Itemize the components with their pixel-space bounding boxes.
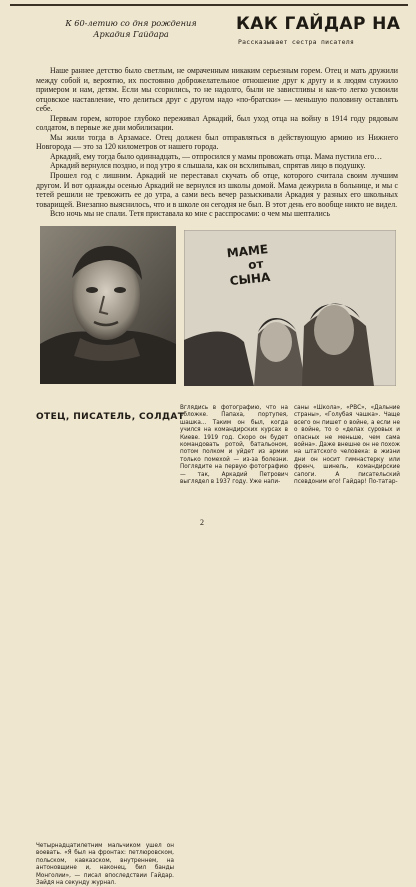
inscription-line-1: МАМЕ — [226, 242, 269, 261]
page-number: 2 — [200, 518, 204, 527]
paragraph-1: Наше раннее детство было светлым, не омраченным никаким серьезным горем. Отец и мать дружили между собой и, вероятно, их постоянно доброжелательное отношение друг к другу и к людям служило примером и нам, детям. Если мы ссорились, то не надолго, были не завистливы и как-то легко усвоили отцовское наставление, что делиться друг с другом надо «по-братски» — меньшую половину оставлять себе. — [36, 66, 398, 114]
article-byline: Рассказывает сестра писателя — [238, 38, 355, 46]
kicker-line-2: Аркадия Гайдара — [93, 29, 169, 39]
inscription-line-3: СЫНА — [229, 269, 271, 289]
paragraph-2: Первым горем, которое глубоко переживал Аркадий, был уход отца на войну в 1914 году рядовым солдатом, в первые же дни мобилизации. — [36, 113, 398, 133]
article-headline: КАК ГАЙДАР НА — [236, 14, 401, 34]
top-rule — [10, 4, 408, 6]
paragraph-7: Всю ночь мы не спали. Тетя приставала ко мне с расспросами: о чем мы шептались — [50, 209, 330, 219]
sidebar-column-2: Вглядись в фотографию, что на обложке. Папаха, портупея, шашка… Таким он был, когда учился на командирских курсах в Киеве. 1919 год. Скоро он будет командовать ротой, батальоном, потом полком и уйдет из армии только помехой — из-за болезни. Поглядите на первую фотографию — так, Аркадий Петрович выглядел в 1937 году. Уже напи- — [180, 405, 288, 486]
inscription-line-2: от — [247, 256, 265, 273]
sidebar-column-3: саны «Школа», «РВС», «Дальние страны», «Голубая чашка». Чаще всего он пишет о войне, а если не о войне, то о «делах суровых и опасных не меньше, чем сама война». Даже внешне он не похож на штатского человека: в жизни дни он носит гимнастерку или френч, шинель, командирские сапоги. А писательский псевдоним его! Гайдар! По-татар- — [294, 405, 400, 486]
kicker-line-1: К 60-летию со дня рождения — [65, 18, 197, 28]
sidebar-title: ОТЕЦ, ПИСАТЕЛЬ, СОЛДАТ — [36, 412, 185, 422]
paragraph-4: Аркадий, ему тогда было одиннадцать, — отпросился у мамы провожать отца. Мама пустила его… — [50, 151, 383, 161]
sidebar-column-1: Четырнадцатилетним мальчиком ушел он воевать. «Я был на фронтах: петлюровском, польском, кавказском, внутреннем, на антоновщине и, наконец, бил банды Монголии», — писал впоследствии Гайдар. Зайдя на секунду журнал. — [36, 843, 174, 887]
paragraph-3: Мы жили тогда в Арзамасе. Отец должен был отправляться в действующую армию из Нижнего Новгорода — это за 120 километров от нашего города. — [36, 132, 398, 152]
paragraph-6: Прошел год с лишним. Аркадий не переставал скучать об отце, которого считала своим лучшим другом. И вот однажды осенью Аркадий не вернулся из школы домой. Мама дежурила в больнице, и мы с тетей решили не тревожить ее до утра, а сами весь вечер разыскивали Аркадия у разных его школьных товарищей. Внезапно выяснилось, что и в школе он сегодня не был. В этот день его вообще никто не видел. — [36, 171, 398, 209]
article-body — [36, 66, 398, 219]
article-kicker — [36, 18, 226, 40]
portrait-photo — [40, 226, 176, 384]
paragraph-5: Аркадий вернулся поздно, и под утро я слышала, как он всхлипывал, спрятав лицо в подушку. — [50, 161, 366, 171]
